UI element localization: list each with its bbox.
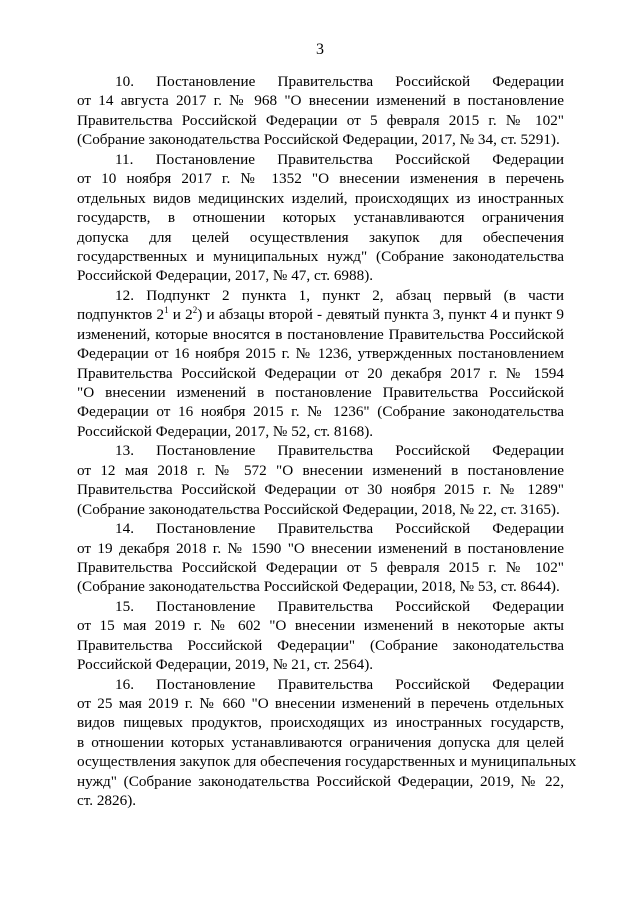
text-line: в отношении которых устанавливаются ограничения допуска для целей (77, 733, 564, 751)
text-line: Российской Федерации, 2017, № 52, ст. 8168). (77, 422, 374, 440)
text-line: от 19 декабря 2018 г. № 1590 "О внесении изменений в постановление (77, 539, 564, 557)
text-line: изменений, которые вносятся в постановление Правительства Российской (77, 325, 564, 343)
text-line: Российской Федерации, 2017, № 47, ст. 6988). (77, 267, 374, 285)
text-line: 10. Постановление Правительства Российской Федерации (115, 73, 564, 90)
text-line: 11. Постановление Правительства Российской Федерации (115, 150, 564, 168)
text-line: осуществления закупок для обеспечения государственных и муниципальных (77, 753, 577, 771)
list-item-13 (77, 441, 564, 519)
text-line: подпунктов $2^1$ и $2^2$) и абзацы второй - девятый пункта 3, пункт 4 и пункт 9 (77, 305, 564, 324)
list-item-15 (77, 597, 564, 675)
superscript: 2 (192, 305, 198, 316)
text-line: от 10 ноября 2017 г. № 1352 "О внесении изменения в перечень (77, 170, 564, 188)
text-line: от 12 мая 2018 г. № 572 "О внесении изменений в постановление (77, 461, 564, 479)
text-line: отдельных видов медицинских изделий, происходящих из иностранных (77, 189, 564, 207)
text-line: государственных и муниципальных нужд" (Собрание законодательства (77, 247, 564, 265)
text-line: Правительства Российской Федерации от 30 ноября 2015 г. № 1289" (77, 481, 564, 499)
superscript: 1 (164, 305, 169, 316)
text-line: ст. 2826). (77, 792, 137, 810)
text-line: от 15 мая 2019 г. № 602 "О внесении изменений в некоторые акты (77, 617, 564, 635)
text-line: (Собрание законодательства Российской Федерации, 2018, № 53, ст. 8644). (77, 578, 560, 596)
list-item-11 (77, 150, 564, 286)
text-line: Российской Федерации, 2019, № 21, ст. 2564). (77, 656, 374, 674)
text-line: Федерации от 16 ноября 2015 г. № 1236" (Собрание законодательства (77, 403, 564, 421)
text-line: Правительства Российской Федерации от 20 декабря 2017 г. № 1594 (77, 364, 564, 382)
text-line: 14. Постановление Правительства Российской Федерации (115, 520, 564, 538)
text-line: (Собрание законодательства Российской Федерации, 2018, № 22, ст. 3165). (77, 500, 560, 518)
text-line: Правительства Российской Федерации от 5 февраля 2015 г. № 102" (77, 111, 564, 129)
text-line: (Собрание законодательства Российской Федерации, 2017, № 34, ст. 5291). (77, 131, 560, 149)
document-body (77, 72, 577, 811)
list-item-14 (77, 519, 564, 597)
list-item-12 (77, 286, 564, 442)
text-line: от 25 мая 2019 г. № 660 "О внесении изменений в перечень отдельных (77, 695, 564, 712)
text-line: государств, в отношении которых устанавливаются ограничения (77, 209, 564, 227)
text-line: от 14 августа 2017 г. № 968 "О внесении изменений в постановление (77, 92, 564, 110)
text-line: Правительства Российской Федерации от 5 февраля 2015 г. № 102" (77, 558, 564, 576)
text-line: Правительства Российской Федерации" (Собрание законодательства (77, 636, 564, 654)
text-line: 16. Постановление Правительства Российской Федерации (115, 675, 564, 693)
text-line: 13. Постановление Правительства Российской Федерации (115, 442, 564, 460)
text-line: "О внесении изменений в постановление Правительства Российской (77, 384, 564, 401)
page-number: 3 (316, 41, 324, 58)
text-line: допуска для целей осуществления закупок для обеспечения (77, 228, 564, 246)
text-line: Федерации от 16 ноября 2015 г. № 1236, утвержденных постановлением (77, 345, 564, 363)
list-item-16 (77, 675, 577, 811)
text-line: видов пищевых продуктов, происходящих из иностранных государств, (77, 714, 564, 732)
text-line: 12. Подпункт 2 пункта 1, пункт 2, абзац первый (в части (115, 286, 564, 304)
text-line: 15. Постановление Правительства Российской Федерации (115, 597, 564, 615)
text-line: нужд" (Собрание законодательства Российской Федерации, 2019, № 22, (77, 772, 564, 790)
list-item-10 (77, 72, 564, 150)
